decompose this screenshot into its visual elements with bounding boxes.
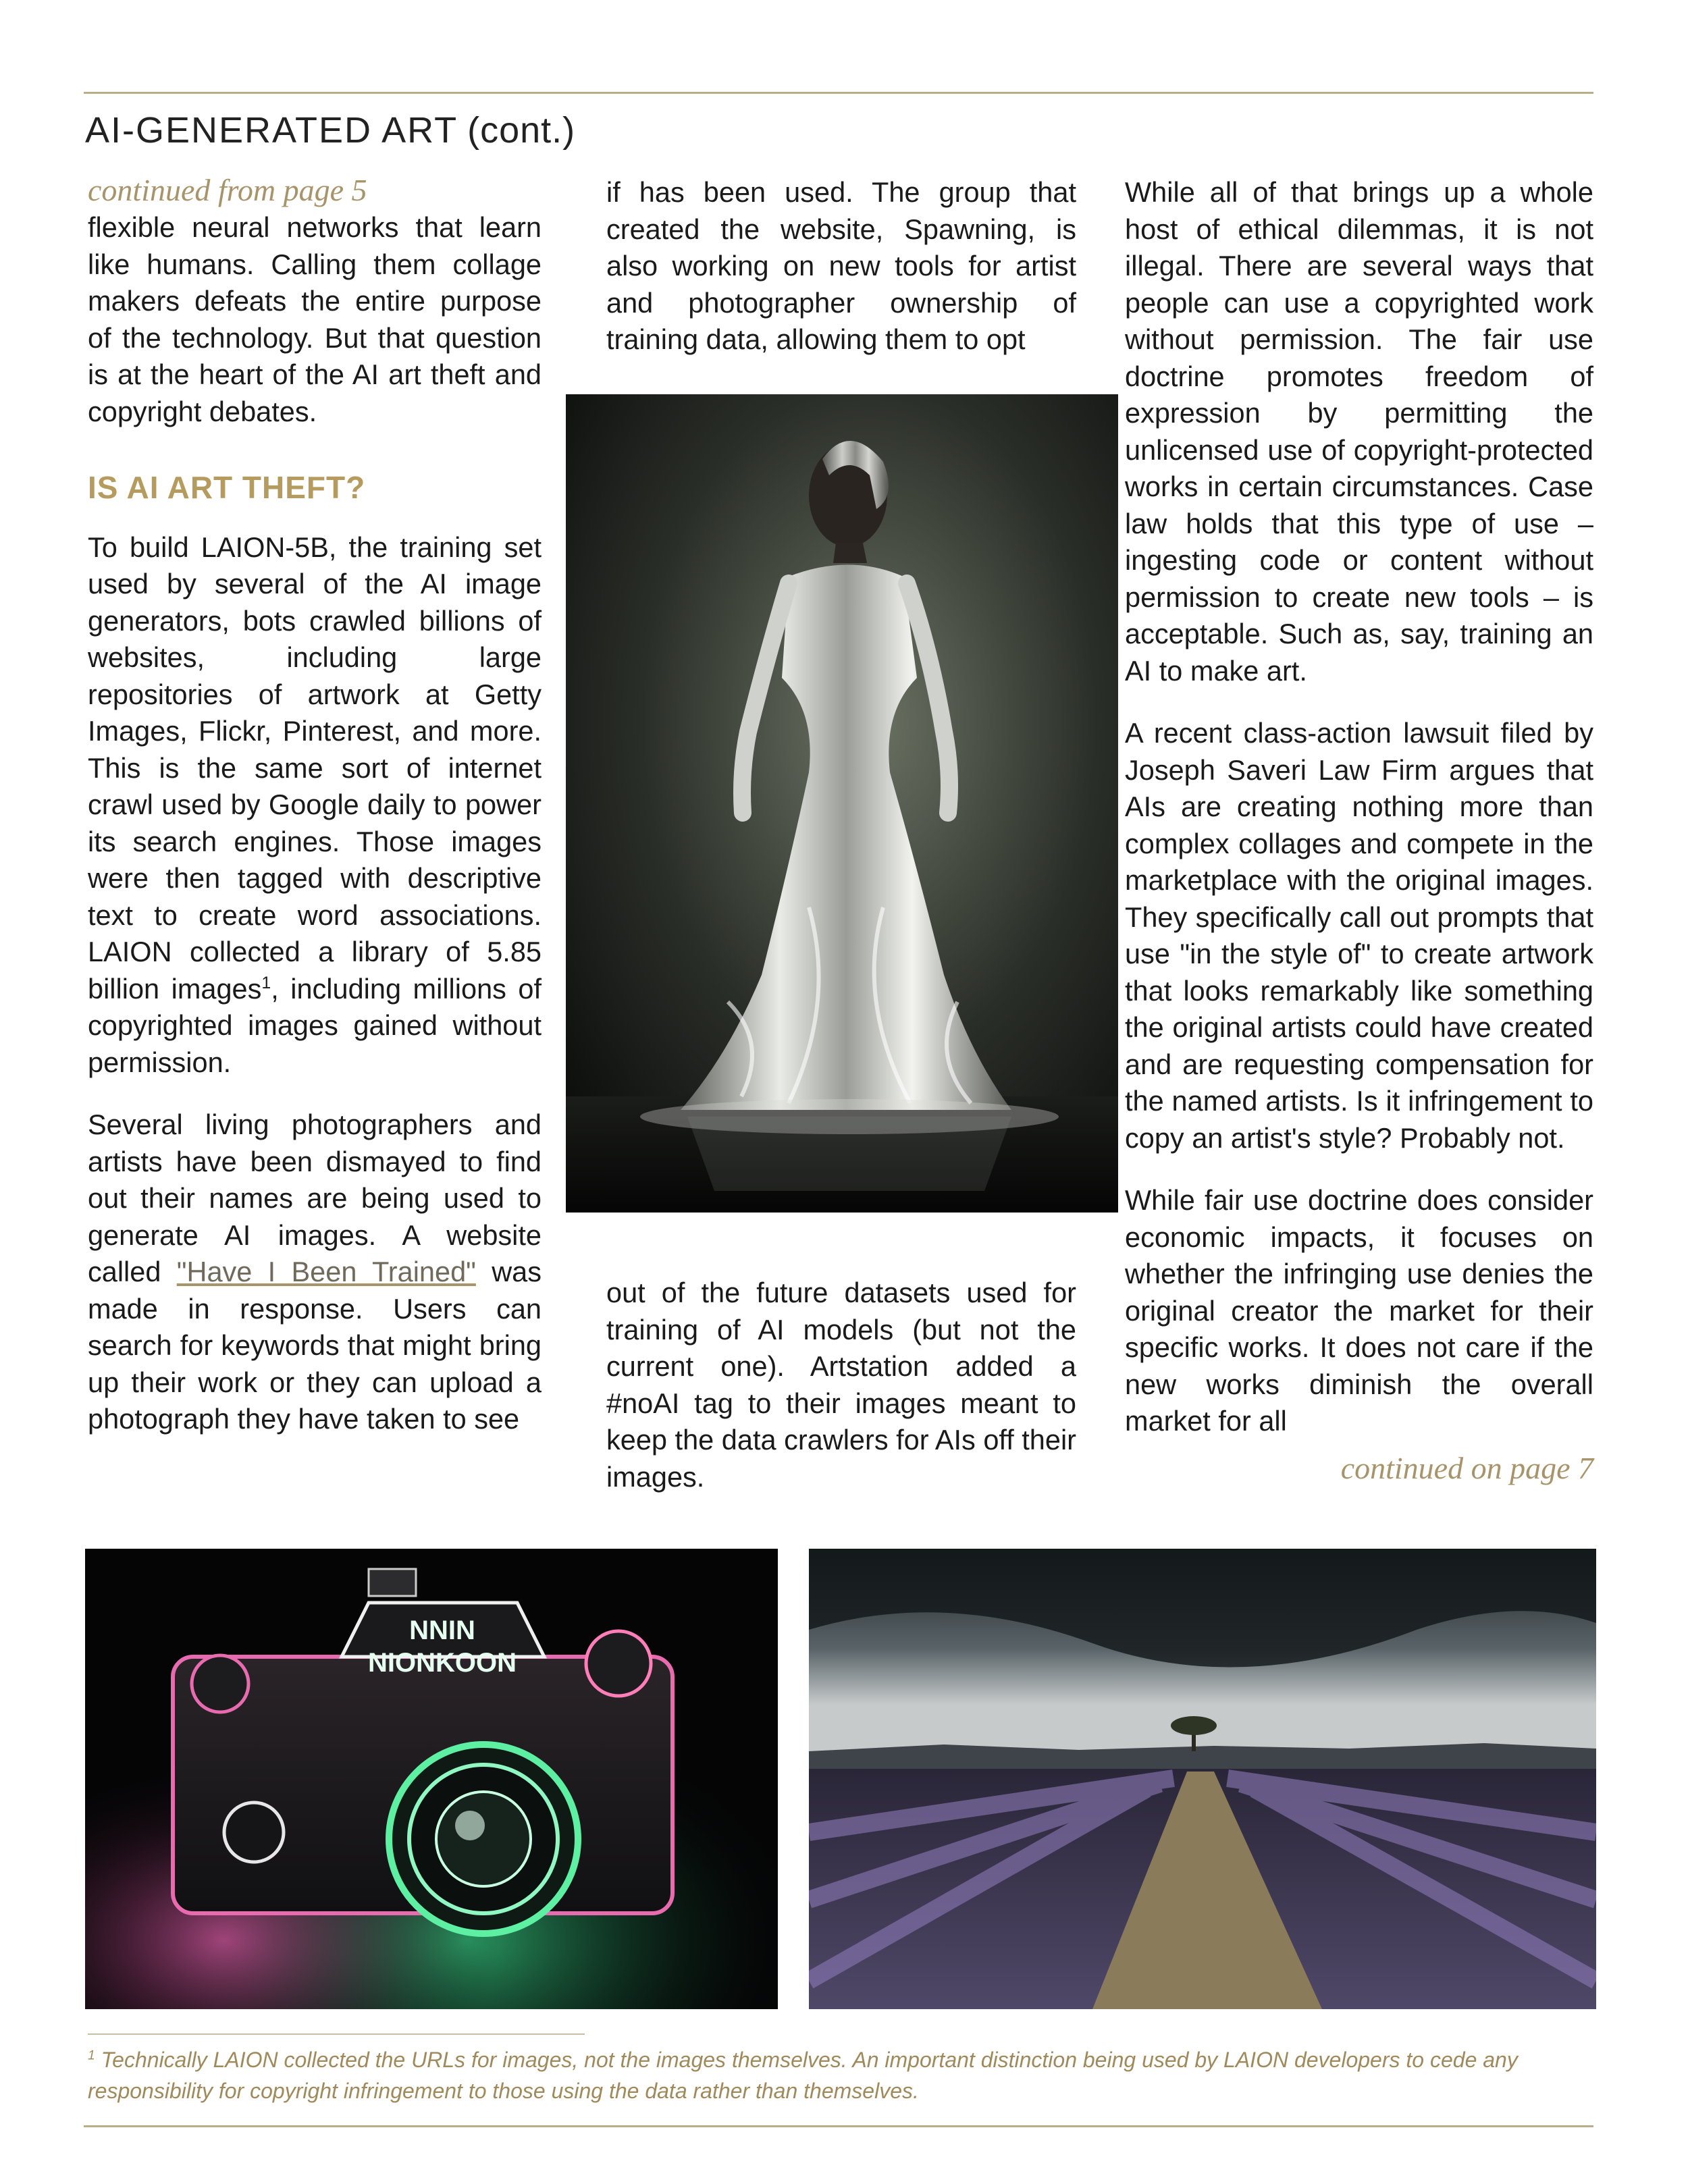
section-title-cont: (cont.) [467,110,576,151]
col1-p2-text-a: To build LAION-5B, the training set used by several of the AI image generators, bots crawled billions of websites, including large repositories of artwork at Getty Images, Flickr, Pinterest, and more. This is the same sort of internet crawl used by Google daily to power its search engines. Those images were then tagged with descriptive text to create word associations. LAION collected a library of 5.85 billion images [88,531,542,1005]
column-2-top [606,174,1076,358]
col1-p2-text-b: , including millions of copyrighted images gained without permission. [88,972,542,1078]
col1-p3-text-a: Several living photographers and artists have been dismayed to find out their names are being used to generate AI images. A website called [88,1109,542,1287]
top-rule [84,92,1593,94]
column-2-bottom [606,1275,1076,1495]
have-i-been-trained-link[interactable]: "Have I Been Trained" [176,1256,476,1287]
col3-paragraph-3: While fair use doctrine does consider economic impacts, it focuses on whether the infringing use denies the original creator the market for their specific works. It does not care if the new works diminish the overall market for all [1125,1184,1593,1437]
continued-on-label: continued on page 7 [1340,1450,1593,1485]
footnote [88,2044,1592,2106]
col1-paragraph-3 [88,1107,542,1438]
section-title-text: AI-GENERATED ART [85,110,458,151]
lavender-field-image [809,1549,1596,2009]
silver-figure-art [566,394,1118,1213]
column-3 [1125,174,1593,1487]
footnote-marker: 1 [88,2048,95,2063]
footnote-rule [88,2033,585,2035]
camera-brand-top: NNIN [409,1616,475,1645]
neon-camera-art [85,1549,778,2009]
col1-paragraph-1: flexible neural networks that learn like humans. Calling them collage makers defeats the entire purpose of the technology. But that question is at the heart of the AI art theft and copyright debates. [88,211,542,427]
col2-paragraph-top: if has been used. The group that created the website, Spawning, is also working on new tools for artist and photographer ownership of training data, allowing them to opt [606,176,1076,355]
col2-paragraph-bottom: out of the future datasets used for training of AI models (but not the current one). Artstation added a #noAI tag to their images meant to keep the data crawlers for AIs off their images. [606,1277,1076,1493]
col3-paragraph-1: While all of that brings up a whole host of ethical dilemmas, it is not illegal. There are several ways that people can use a copyrighted work without permission. The fair use doctrine promotes freedom of expression by permitting the unlicensed use of copyright-protected works in certain circumstances. Case law holds that this type of use – ingesting code or content without permission to create new tools – is acceptable. Such as, say, training an AI to make art. [1125,176,1593,687]
camera-brand: NIONKOON [368,1648,517,1678]
continued-from-label: continued from page 5 [88,173,367,207]
col1-paragraph-2 [88,529,542,1082]
neon-camera-image [85,1549,778,2009]
col3-paragraph-2: A recent class-action lawsuit filed by Joseph Saveri Law Firm argues that AIs are creating nothing more than complex collages and compete in the marketplace with the original images. They specifically call out prompts that use "in the style of" to create artwork that looks remarkably like something the original artists could have created and are requesting compensation for the named artists. Is it infringement to copy an artist's style? Probably not. [1125,717,1593,1154]
subheading: IS AI ART THEFT? [88,470,366,505]
bottom-rule [84,2125,1593,2127]
col1-p3-text-b: was made in response. Users can search for keywords that might bring up their work or they can upload a photograph they have taken to see [88,1256,542,1435]
silver-figure-image [566,394,1118,1213]
footnote-text: Technically LAION collected the URLs for images, not the images themselves. An important distinction being used by LAION developers to cede any responsibility for copyright infringement to those using the data rather than themselves. [88,2048,1518,2103]
section-title [85,109,575,151]
column-1 [88,171,542,1438]
footnote-ref[interactable]: 1 [261,973,271,992]
lavender-field-art [809,1549,1596,2009]
